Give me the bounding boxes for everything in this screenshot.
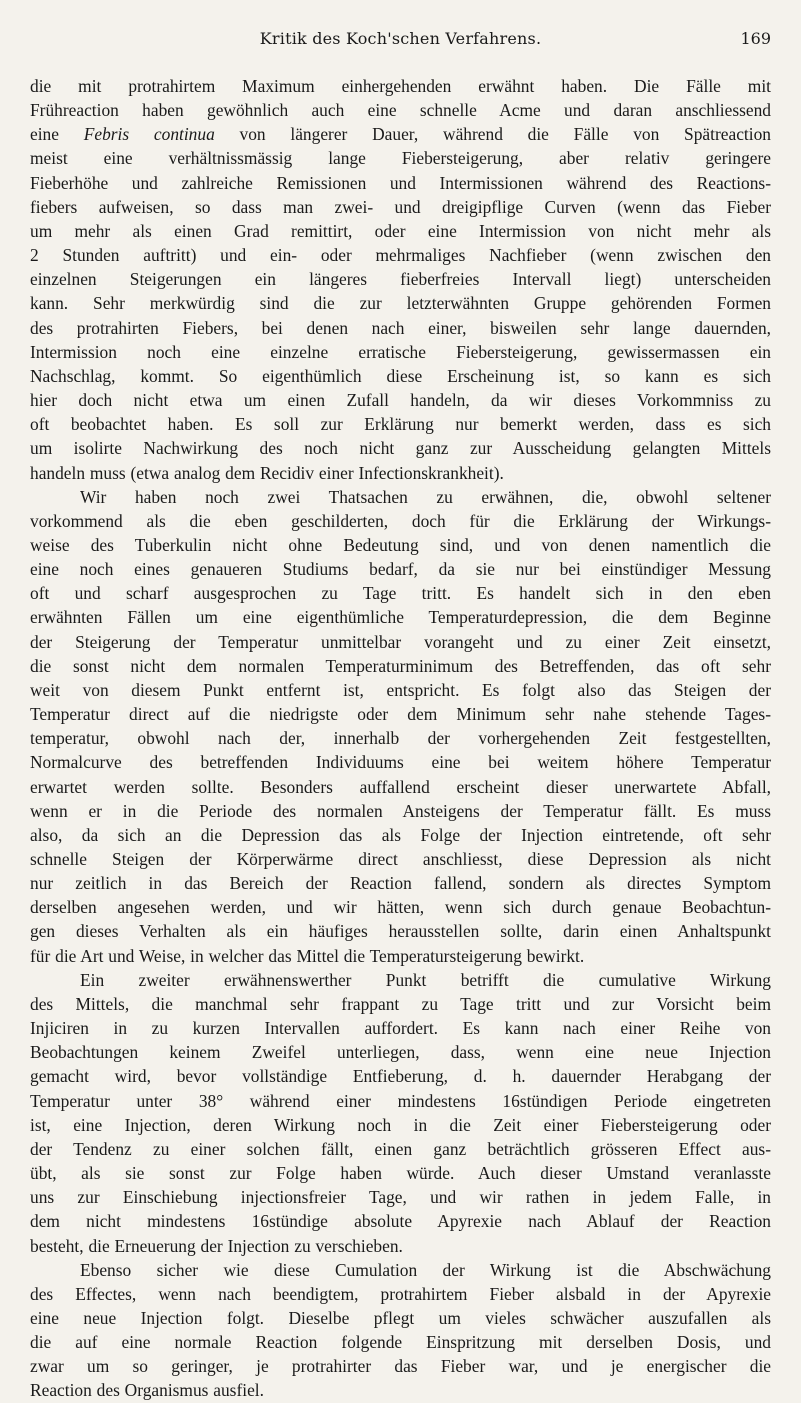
text-line: einzelnen Steigerungen ein längeres fieberfreies Intervall liegt) unterscheiden: [30, 269, 771, 290]
text-line: Nachschlag, kommt. So eigenthümlich diese Erscheinung ist, so kann es sich: [30, 365, 771, 386]
text-line: oft und scharf ausgesprochen zu Tage tritt. Es handelt sich in den eben: [30, 583, 771, 604]
text-line: Wir haben noch zwei Thatsachen zu erwähnen, die, obwohl seltener: [80, 486, 771, 507]
text-line: Frühreaction haben gewöhnlich auch eine schnelle Acme und daran anschliessend: [30, 100, 771, 121]
text-line: erwartet werden sollte. Besonders auffallend erscheint dieser unerwartete Abfall,: [30, 776, 771, 797]
text-line: um isolirte Nachwirkung des noch nicht ganz zur Ausscheidung gelangten Mittels: [30, 438, 771, 459]
running-header: [30, 28, 771, 54]
text-line: der Tendenz zu einer solchen fällt, einen ganz beträchtlich grösseren Effect aus-: [30, 1138, 771, 1159]
text-line: um mehr als einen Grad remittirt, oder eine Intermission von nicht mehr als: [30, 220, 771, 241]
text-line: des Effectes, wenn nach beendigtem, protrahirtem Fieber alsbald in der Apyrexie: [30, 1283, 771, 1304]
text-line: Ebenso sicher wie diese Cumulation der Wirkung ist die Abschwächung: [80, 1259, 771, 1280]
text-line: eine noch eines genaueren Studiums bedarf, da sie nur bei einstündiger Messung: [30, 559, 771, 580]
text-line: Intermission noch eine einzelne erratische Fiebersteigerung, gewissermassen ein: [30, 341, 771, 362]
text-line: besteht, die Erneuerung der Injection zu verschieben.: [30, 1235, 403, 1256]
paragraph: [30, 968, 771, 1258]
text-line: meist eine verhältnissmässig lange Fiebersteigerung, aber relativ geringere: [30, 148, 771, 169]
text-line: eine Febris continua von längerer Dauer, während die Fälle von Spätreaction: [30, 124, 771, 145]
text-line: nur zeitlich in das Bereich der Reaction fallend, sondern als directes Symptom: [30, 873, 771, 894]
page-number: 169: [740, 29, 771, 48]
text-line: erwähnten Fällen um eine eigenthümliche Temperaturdepression, die dem Beginne: [30, 607, 771, 628]
text-line: Ein zweiter erwähnenswerther Punkt betrifft die cumulative Wirkung: [80, 969, 771, 990]
text-line: temperatur, obwohl nach der, innerhalb der vorhergehenden Zeit festgestellten,: [30, 728, 771, 749]
text-line: schnelle Steigen der Körperwärme direct anschliesst, diese Depression als nicht: [30, 849, 771, 869]
text-line: wenn er in die Periode des normalen Ansteigens der Temperatur fällt. Es muss: [30, 800, 771, 821]
paragraph: [30, 74, 771, 485]
text-line: derselben angesehen werden, und wir hätten, wenn sich durch genaue Beobachtun-: [30, 897, 771, 918]
text-line: ist, eine Injection, deren Wirkung noch in die Zeit einer Fiebersteigerung oder: [30, 1114, 771, 1135]
paragraph: [30, 1258, 771, 1403]
text-line: kann. Sehr merkwürdig sind die zur letzterwähnten Gruppe gehörenden Formen: [30, 293, 771, 314]
text-line: hier doch nicht etwa um einen Zufall handeln, da wir dieses Vorkommniss zu: [30, 390, 771, 411]
text-line: weise des Tuberkulin nicht ohne Bedeutung sind, und von denen namentlich die: [30, 534, 771, 555]
text-line: die mit protrahirtem Maximum einhergehenden erwähnt haben. Die Fälle mit: [30, 76, 771, 96]
running-title: Kritik des Koch'schen Verfahrens.: [259, 29, 542, 48]
text-line: also, da sich an die Depression das als Folge der Injection eintretende, oft sehr: [30, 824, 771, 845]
text-line: dem nicht mindestens 16stündige absolute Apyrexie nach Ablauf der Reaction: [30, 1211, 771, 1232]
text-line: Temperatur direct auf die niedrigste oder dem Minimum sehr nahe stehende Tages-: [30, 704, 771, 725]
text-line: die auf eine normale Reaction folgende Einspritzung mit derselben Dosis, und: [30, 1332, 771, 1353]
text-line: oft beobachtet haben. Es soll zur Erklärung nur bemerkt werden, dass es sich: [30, 414, 771, 435]
text-line: 2 Stunden auftritt) und ein- oder mehrmaliges Nachfieber (wenn zwischen den: [30, 245, 771, 266]
text-line: der Steigerung der Temperatur unmittelbar vorangeht und zu einer Zeit einsetzt,: [30, 631, 771, 652]
paragraph: [30, 485, 771, 968]
text-line: die sonst nicht dem normalen Temperaturminimum des Betreffenden, das oft sehr: [30, 655, 771, 676]
text-line: für die Art und Weise, in welcher das Mittel die Temperatursteigerung bewirkt.: [30, 945, 585, 966]
text-line: fiebers aufweisen, so dass man zwei- und dreigipflige Curven (wenn das Fieber: [30, 196, 771, 217]
text-line: gemacht wird, bevor vollständige Entfieberung, d. h. dauernder Herabgang der: [30, 1066, 771, 1087]
text-line: Normalcurve des betreffenden Individuums eine bei weitem höhere Temperatur: [30, 752, 771, 773]
text-line: Reaction des Organismus ausfiel.: [30, 1380, 264, 1401]
text-line: Injiciren in zu kurzen Intervallen auffordert. Es kann nach einer Reihe von: [30, 1018, 771, 1039]
text-line: des Mittels, die manchmal sehr frappant zu Tage tritt und zur Vorsicht beim: [30, 993, 771, 1014]
text-line: des protrahirten Fiebers, bei denen nach einer, bisweilen sehr lange dauernden,: [30, 317, 771, 338]
text-line: eine neue Injection folgt. Dieselbe pflegt um vieles schwächer auszufallen als: [30, 1307, 771, 1328]
body-text: [30, 74, 771, 1403]
text-line: uns zur Einschiebung injectionsfreier Tage, und wir rathen in jedem Falle, in: [30, 1187, 771, 1208]
text-line: gen dieses Verhalten als ein häufiges herausstellen sollte, darin einen Anhaltspunkt: [30, 921, 771, 942]
text-line: Temperatur unter 38° während einer mindestens 16stündigen Periode eingetreten: [30, 1090, 771, 1111]
text-line: Fieberhöhe und zahlreiche Remissionen und Intermissionen während des Reactions-: [30, 172, 771, 193]
text-line: zwar um so geringer, je protrahirter das Fieber war, und je energischer die: [30, 1356, 771, 1377]
text-line: handeln muss (etwa analog dem Recidiv einer Infectionskrankheit).: [30, 462, 504, 483]
text-line: Beobachtungen keinem Zweifel unterliegen, dass, wenn eine neue Injection: [30, 1042, 771, 1063]
text-line: weit von diesem Punkt entfernt ist, entspricht. Es folgt also das Steigen der: [30, 679, 771, 700]
italic-term: Febris continua: [83, 124, 215, 145]
text-line: übt, als sie sonst zur Folge haben würde. Auch dieser Umstand veranlasste: [30, 1163, 771, 1184]
text-line: vorkommend als die eben geschilderten, doch für die Erklärung der Wirkungs-: [30, 510, 771, 531]
